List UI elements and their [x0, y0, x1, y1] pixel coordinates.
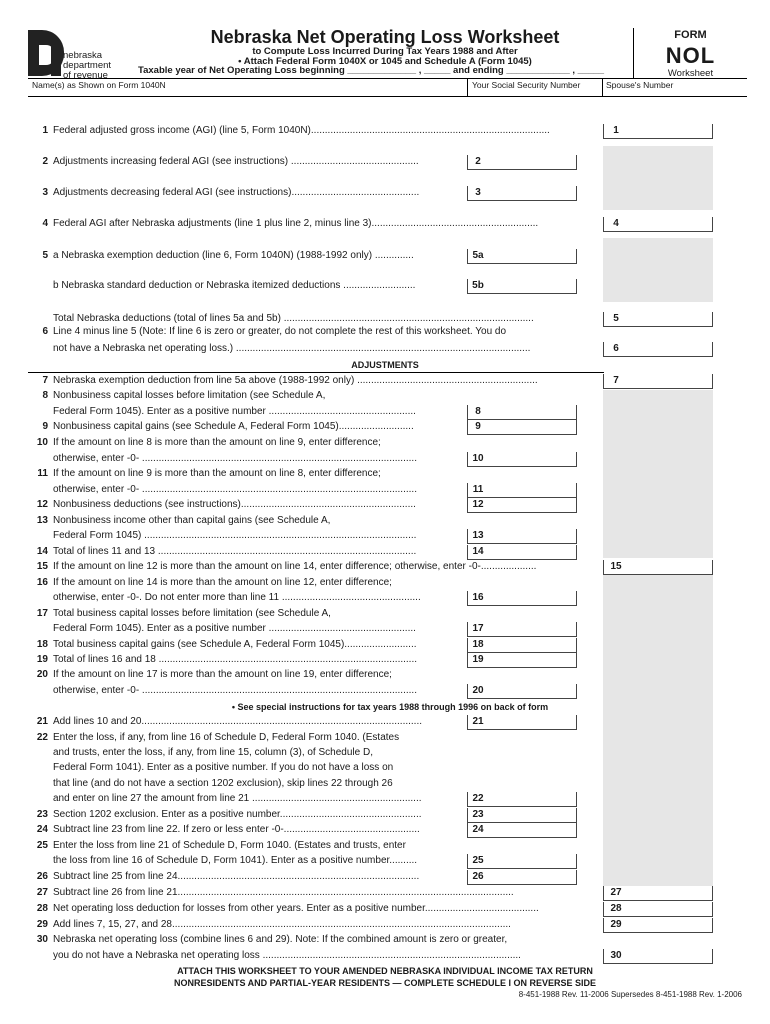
line-label: 11	[472, 484, 484, 495]
line-description: you do not have a Nebraska net operating loss .............................................................................................	[53, 950, 521, 961]
form-code: NOL	[665, 43, 716, 68]
line-number: 10	[36, 437, 48, 448]
line-number: 22	[36, 732, 48, 743]
line-description: If the amount on line 17 is more than the amount on line 19, enter difference;	[53, 669, 392, 680]
worksheet-line	[0, 761, 770, 775]
line-description: that line (and do not have a section 1202 exclusion), skip lines 22 through 26	[53, 778, 393, 789]
line-label: 15	[610, 561, 622, 572]
header-bottom-divider	[28, 96, 747, 97]
line-description: Federal Form 1041). Enter as a positive number. If you do not have a loss on	[53, 762, 394, 773]
line-description: Enter the loss from line 21 of Schedule D, Form 1040. (Estates and trusts, enter	[53, 840, 406, 851]
line-description: Nebraska exemption deduction from line 5a above (1988-1992 only) .................................................................	[53, 375, 538, 386]
line-description: Federal Form 1045). Enter as a positive number .....................................................	[53, 406, 416, 417]
worksheet-line	[0, 918, 770, 932]
line-number: 28	[36, 903, 48, 914]
line-description: a Nebraska exemption deduction (line 6, Form 1040N) (1988-1992 only) ..............	[53, 250, 414, 261]
special-instructions-note: • See special instructions for tax years 1988 through 1996 on back of form	[231, 702, 549, 712]
worksheet-line	[0, 808, 770, 822]
line-label: 20	[472, 685, 484, 696]
worksheet-line	[0, 498, 770, 512]
worksheet-line	[0, 933, 770, 947]
line-label: 25	[472, 855, 484, 866]
line-label: 29	[610, 919, 622, 930]
line-description: the loss from line 16 of Schedule D, Form 1041). Enter as a positive number..........	[53, 855, 418, 866]
line-label: 5a	[472, 250, 484, 261]
logo-r-mark	[51, 44, 61, 76]
line-description: Total business capital gains (see Schedule A, Federal Form 1045)..........................	[53, 639, 417, 650]
line-number: 12	[36, 499, 48, 510]
worksheet-line	[0, 279, 770, 293]
line-number: 20	[36, 669, 48, 680]
form-subtitle-1: to Compute Loss Incurred During Tax Years 1988 and After	[252, 46, 518, 57]
ssn-field[interactable]: Your Social Security Number	[472, 80, 581, 90]
worksheet-line	[0, 436, 770, 450]
worksheet-line	[0, 949, 770, 963]
line-description: Net operating loss deduction for losses from other years. Enter as a positive number.........................................	[53, 903, 539, 914]
worksheet-line	[0, 483, 770, 497]
line-description: Line 4 minus line 5 (Note: If line 6 is zero or greater, do not complete the rest of this worksheet. You do	[53, 326, 507, 337]
worksheet-line	[0, 420, 770, 434]
worksheet-line	[0, 684, 770, 698]
adjustments-header: ADJUSTMENTS	[351, 360, 419, 370]
worksheet-line	[0, 374, 770, 388]
line-label: 10	[472, 453, 484, 464]
worksheet-line	[0, 886, 770, 900]
line-description: Total of lines 16 and 18 .............................................................................................	[53, 654, 418, 665]
line-number: 8	[42, 390, 48, 401]
logo-line-2: department	[63, 60, 112, 71]
line-label: 14	[472, 546, 484, 557]
line-description: Enter the loss, if any, from line 16 of Schedule D, Federal Form 1040. (Estates	[53, 732, 400, 743]
line-description: If the amount on line 9 is more than the amount on line 8, enter difference;	[53, 468, 381, 479]
worksheet-line	[0, 325, 770, 339]
line-description: otherwise, enter -0- ...................................................................................................	[53, 453, 417, 464]
line-description: Total of lines 11 and 13 .............................................................................................	[53, 546, 417, 557]
worksheet-line	[0, 902, 770, 916]
worksheet-line	[0, 452, 770, 466]
line-label: 19	[472, 654, 484, 665]
line-number: 2	[42, 156, 48, 167]
worksheet-line	[0, 854, 770, 868]
line-description: and enter on line 27 the amount from line 21 .............................................................	[53, 793, 422, 804]
line-number: 13	[36, 515, 48, 526]
line-label: 12	[472, 499, 484, 510]
line-label: 6	[613, 343, 619, 354]
logo-line-3: of revenue	[63, 70, 108, 81]
worksheet-line	[0, 217, 770, 231]
spouse-ssn-field[interactable]: Spouse's Number	[606, 80, 674, 90]
line-number: 1	[42, 125, 48, 136]
line-description: otherwise, enter -0- ...................................................................................................	[53, 685, 417, 696]
line-description: Nonbusiness income other than capital gains (see Schedule A,	[53, 515, 331, 526]
line-number: 27	[36, 887, 48, 898]
dor-logo	[28, 30, 138, 81]
line-description: Nonbusiness deductions (see instructions)...............................................................	[53, 499, 416, 510]
worksheet-line	[0, 560, 770, 574]
line-label: 4	[613, 218, 619, 229]
worksheet-line	[0, 312, 770, 326]
line-description: Section 1202 exclusion. Enter as a positive number...................................................	[53, 809, 422, 820]
line-number: 11	[37, 468, 48, 479]
line-description: otherwise, enter -0-. Do not enter more than line 11 ..................................................	[53, 592, 421, 603]
line-label: 21	[472, 716, 484, 727]
header-sep-2	[602, 78, 603, 96]
worksheet-line	[0, 124, 770, 138]
line-number: 19	[36, 654, 48, 665]
line-description: b Nebraska standard deduction or Nebraska itemized deductions ..........................	[53, 280, 416, 291]
line-label: 30	[610, 950, 622, 961]
names-field[interactable]: Name(s) as Shown on Form 1040N	[32, 80, 166, 90]
worksheet-line	[0, 715, 770, 729]
revision-info: 8-451-1988 Rev. 11-2006 Supersedes 8-451-1988 Rev. 1-2006	[518, 990, 742, 999]
worksheet-line	[0, 777, 770, 791]
worksheet-line	[0, 839, 770, 853]
line-label: 28	[610, 903, 622, 914]
line-description: Subtract line 23 from line 22. If zero or less enter -0-.................................................	[53, 824, 420, 835]
worksheet-line	[0, 591, 770, 605]
worksheet-line	[0, 653, 770, 667]
line-description: If the amount on line 12 is more than the amount on line 14, enter difference; otherwise, enter -0-....................	[53, 561, 537, 572]
worksheet-line	[0, 529, 770, 543]
worksheet-line	[0, 186, 770, 200]
worksheet-line	[0, 622, 770, 636]
line-label: 8	[475, 406, 481, 417]
form-subtitle-2: • Attach Federal Form 1040X or 1045 and Schedule A (Form 1045)	[238, 56, 532, 67]
worksheet-line	[0, 467, 770, 481]
worksheet-line	[0, 514, 770, 528]
taxable-year-line[interactable]: Taxable year of Net Operating Loss beginning _____________ , _____ and ending ____________ , _____	[138, 65, 605, 76]
line-label: 23	[472, 809, 484, 820]
worksheet-line	[0, 607, 770, 621]
line-number: 7	[42, 375, 48, 386]
worksheet-line	[0, 823, 770, 837]
line-number: 4	[42, 218, 48, 229]
line-label: 27	[610, 887, 622, 898]
line-label: 1	[613, 125, 619, 136]
line-number: 16	[36, 577, 48, 588]
line-label: 22	[472, 793, 484, 804]
line-description: Total business capital losses before limitation (see Schedule A,	[53, 608, 331, 619]
line-description: and trusts, enter the loss, if any, from line 15, column (3), of Schedule D,	[53, 747, 373, 758]
line-number: 17	[36, 608, 48, 619]
line-label: 24	[472, 824, 484, 835]
line-number: 25	[36, 840, 48, 851]
line-description: Federal AGI after Nebraska adjustments (line 1 plus line 2, minus line 3)............................................................	[53, 218, 539, 229]
line-number: 15	[36, 561, 48, 572]
worksheet-line	[0, 342, 770, 356]
worksheet-line	[0, 731, 770, 745]
line-description: Nonbusiness capital losses before limitation (see Schedule A,	[53, 390, 326, 401]
line-description: Federal adjusted gross income (AGI) (line 5, Form 1040N)......................................................................................	[53, 125, 550, 136]
header-divider	[28, 78, 747, 79]
line-description: If the amount on line 8 is more than the amount on line 9, enter difference;	[53, 437, 381, 448]
line-number: 21	[36, 716, 48, 727]
line-description: Subtract line 25 from line 24.......................................................................................	[53, 871, 420, 882]
line-description: Adjustments increasing federal AGI (see instructions) ..............................................	[53, 156, 419, 167]
worksheet-line	[0, 870, 770, 884]
logo-line-1: nebraska	[63, 50, 103, 61]
line-label: 3	[475, 187, 481, 198]
form-id-box	[633, 28, 747, 78]
footer-nonresident-note: NONRESIDENTS AND PARTIAL-YEAR RESIDENTS — COMPLETE SCHEDULE I ON REVERSE SIDE	[173, 978, 597, 988]
line-description: Federal Form 1045) ..................................................................................................	[53, 530, 417, 541]
worksheet-line	[0, 746, 770, 760]
line-label: 9	[475, 421, 481, 432]
line-label: 2	[475, 156, 481, 167]
line-description: Add lines 7, 15, 27, and 28..........................................................................................................................	[53, 919, 511, 930]
line-number: 6	[42, 326, 48, 337]
line-description: Subtract line 26 from line 21.........................................................................................................................	[53, 887, 514, 898]
form-label: FORM	[674, 29, 707, 41]
line-description: Nebraska net operating loss (combine lines 6 and 29). Note: If the combined amount is zero or greater,	[53, 934, 508, 945]
line-label: 13	[472, 530, 484, 541]
worksheet-line	[0, 545, 770, 559]
worksheet-line	[0, 389, 770, 403]
line-label: 26	[472, 871, 484, 882]
line-number: 23	[36, 809, 48, 820]
line-number: 24	[36, 824, 48, 835]
form-sub-label: Worksheet	[667, 68, 714, 79]
line-description: not have a Nebraska net operating loss.) ..........................................................................................................	[53, 343, 531, 354]
line-label: 5b	[472, 280, 484, 291]
line-description: Total Nebraska deductions (total of lines 5a and 5b) ..........................................................................................	[53, 313, 534, 324]
line-number: 5	[42, 250, 48, 261]
line-number: 14	[36, 546, 48, 557]
form-title: Nebraska Net Operating Loss Worksheet	[210, 27, 560, 47]
line-number: 18	[36, 639, 48, 650]
worksheet-line	[0, 638, 770, 652]
line-number: 3	[42, 187, 48, 198]
line-number: 9	[42, 421, 48, 432]
worksheet-line	[0, 249, 770, 263]
header-sep-1	[467, 78, 468, 96]
adjustments-rule	[28, 372, 604, 373]
footer-attach-note: ATTACH THIS WORKSHEET TO YOUR AMENDED NEBRASKA INDIVIDUAL INCOME TAX RETURN	[177, 966, 593, 976]
line-number: 29	[36, 919, 48, 930]
worksheet-line	[0, 668, 770, 682]
line-label: 18	[472, 639, 484, 650]
worksheet-line	[0, 405, 770, 419]
worksheet-line	[0, 155, 770, 169]
line-description: Adjustments decreasing federal AGI (see instructions)..............................................	[53, 187, 420, 198]
line-description: Nonbusiness capital gains (see Schedule A, Federal Form 1045)...........................	[53, 421, 414, 432]
line-label: 7	[613, 375, 619, 386]
line-number: 26	[36, 871, 48, 882]
worksheet-line	[0, 576, 770, 590]
line-label: 16	[472, 592, 484, 603]
line-description: If the amount on line 14 is more than the amount on line 12, enter difference;	[53, 577, 392, 588]
line-number: 30	[36, 934, 48, 945]
worksheet-line	[0, 792, 770, 806]
line-label: 5	[613, 313, 619, 324]
line-label: 17	[472, 623, 484, 634]
line-description: Add lines 10 and 20.....................................................................................................	[53, 716, 423, 727]
line-description: Federal Form 1045). Enter as a positive number .....................................................	[53, 623, 416, 634]
line-description: otherwise, enter -0- ...................................................................................................	[53, 484, 417, 495]
